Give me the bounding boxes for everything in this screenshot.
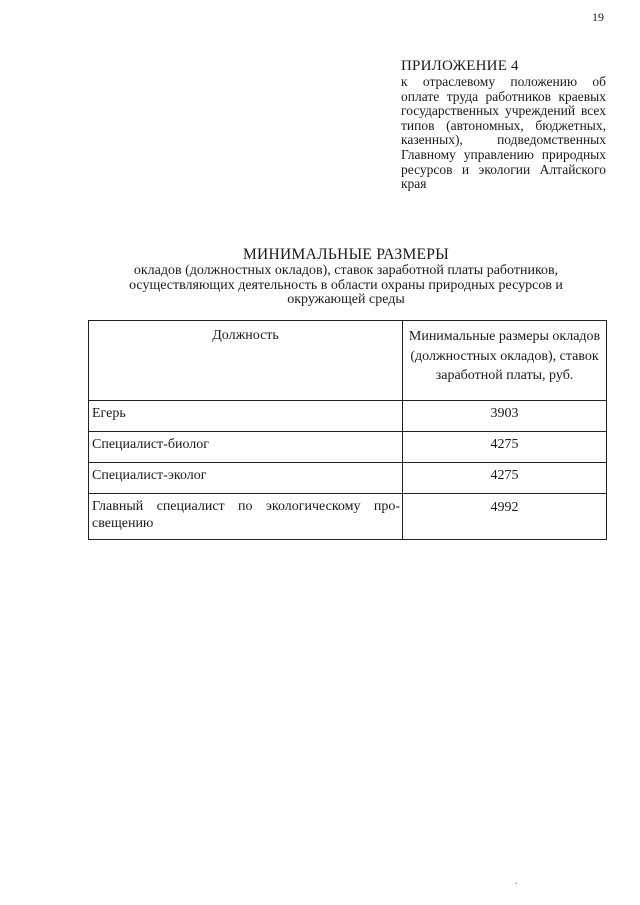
- cell-position: Специалист-эколог: [89, 463, 403, 494]
- appendix-text: к отраслевому положению об оплате труда работников краевых государственных учреждений всех типов (автономных, бюджетных, казенных), подведомственных Главному управлению природных ресурсов и экологии Алтайского края: [401, 74, 606, 192]
- header-amount-label: Минимальные размеры окладов (должностных окладов), ставок заработной платы, руб.: [408, 329, 601, 383]
- cell-amount: 3903: [403, 401, 607, 432]
- table-row: [89, 432, 607, 463]
- appendix-block: [401, 58, 606, 192]
- document-heading: [90, 246, 602, 308]
- heading-subtitle: окладов (должностных окладов), ставок заработной платы работников, осуществляющих деятельность в области охраны природных ресурсов и окружающей среды: [129, 263, 563, 307]
- cell-position: Специалист-биолог: [89, 432, 403, 463]
- table-row: [89, 401, 607, 432]
- cell-position: Егерь: [89, 401, 403, 432]
- salary-table: [88, 320, 607, 540]
- cell-amount: 4275: [403, 463, 607, 494]
- cell-amount: 4992: [403, 494, 607, 540]
- cell-position: Главный специалист по экологическому просвещению: [89, 494, 403, 540]
- header-amount: [403, 321, 607, 401]
- cell-amount: 4275: [403, 432, 607, 463]
- page-number: 19: [592, 10, 604, 24]
- appendix-title: ПРИЛОЖЕНИЕ 4: [401, 58, 519, 74]
- header-position: [89, 321, 403, 401]
- bottom-mark: .: [515, 876, 518, 887]
- heading-title: МИНИМАЛЬНЫЕ РАЗМЕРЫ: [242, 246, 450, 263]
- table-row: [89, 494, 607, 540]
- table-row: [89, 463, 607, 494]
- header-position-label: Должность: [212, 328, 279, 343]
- table-header-row: [89, 321, 607, 401]
